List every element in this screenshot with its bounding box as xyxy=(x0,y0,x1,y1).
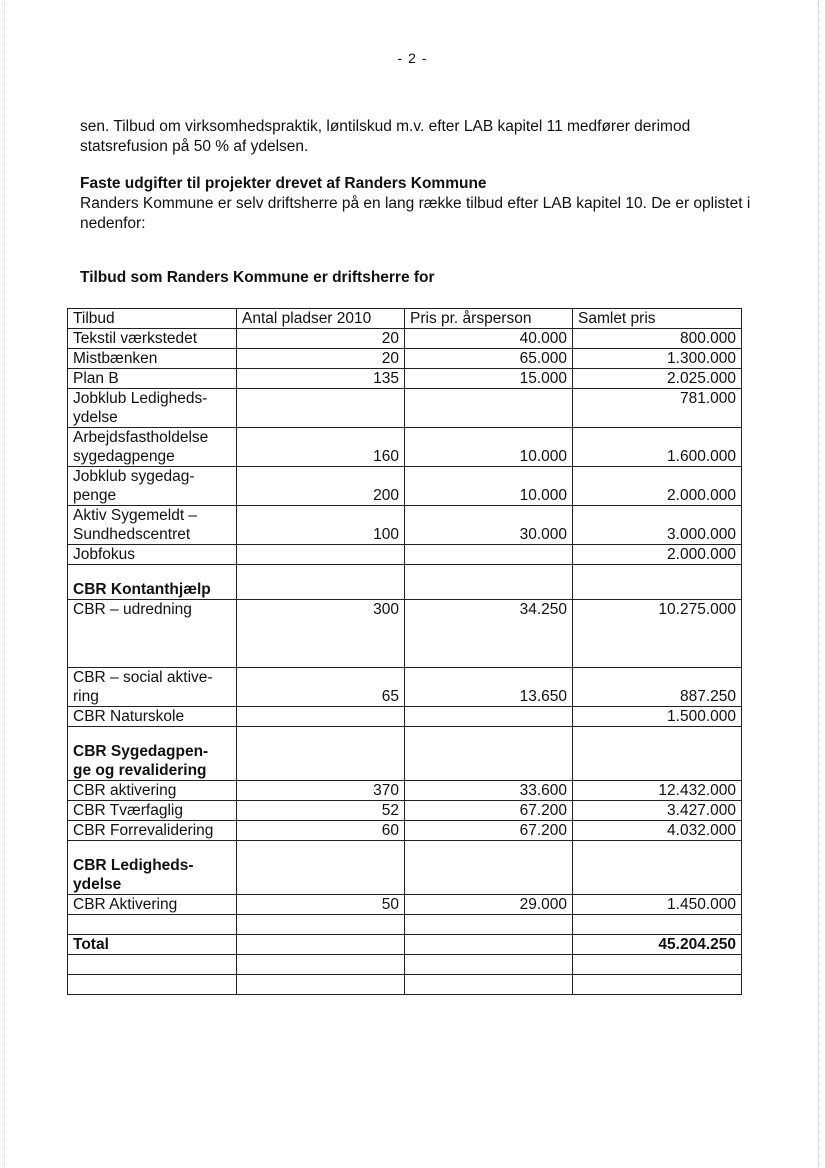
row-name: Aktiv Sygemeldt – Sundhedscentret xyxy=(68,506,237,545)
row-price xyxy=(405,545,573,565)
row-name: CBR – udredning xyxy=(68,600,237,668)
table-row xyxy=(68,467,742,506)
empty-cell xyxy=(68,955,237,975)
row-total: 10.275.000 xyxy=(573,600,742,668)
row-name: CBR Naturskole xyxy=(68,707,237,727)
intro-paragraph: sen. Tilbud om virksomhedspraktik, løntilskud m.v. efter LAB kapitel 11 medfører derimod statsrefusion på 50 % af ydelsen. xyxy=(80,118,691,155)
table-row xyxy=(68,506,742,545)
empty-cell xyxy=(237,915,405,935)
empty-cell xyxy=(237,955,405,975)
row-places: 300 xyxy=(237,600,405,668)
row-price: 33.600 xyxy=(405,781,573,801)
table-row xyxy=(68,707,742,727)
table-row xyxy=(68,428,742,467)
empty-cell xyxy=(573,975,742,995)
row-price: 10.000 xyxy=(405,428,573,467)
empty-cell xyxy=(405,975,573,995)
header-samlet-pris: Samlet pris xyxy=(573,309,742,329)
row-places xyxy=(237,727,405,781)
row-places: 200 xyxy=(237,467,405,506)
row-total: 1.500.000 xyxy=(573,707,742,727)
row-price: 30.000 xyxy=(405,506,573,545)
row-price xyxy=(405,707,573,727)
row-total: 3.000.000 xyxy=(573,506,742,545)
row-places: 52 xyxy=(237,801,405,821)
empty-cell xyxy=(68,975,237,995)
row-places: 20 xyxy=(237,329,405,349)
empty-cell xyxy=(405,915,573,935)
empty-cell xyxy=(405,955,573,975)
row-total: 887.250 xyxy=(573,668,742,707)
table-row xyxy=(68,668,742,707)
table-row xyxy=(68,329,742,349)
row-total: 781.000 xyxy=(573,389,742,428)
row-places xyxy=(237,565,405,600)
row-name: Arbejdsfastholdelse sygedagpenge xyxy=(68,428,237,467)
section-body: Randers Kommune er selv driftsherre på en lang række tilbud efter LAB kapitel 10. De er oplistet i nedenfor: xyxy=(80,195,751,232)
table-empty-row xyxy=(68,915,742,935)
empty-cell xyxy=(68,915,237,935)
table-total-row xyxy=(68,935,742,955)
row-places xyxy=(237,935,405,955)
row-total: 2.000.000 xyxy=(573,467,742,506)
section-name: CBR Sygedagpen- ge og revalidering xyxy=(68,727,237,781)
table-row xyxy=(68,781,742,801)
row-places: 60 xyxy=(237,821,405,841)
row-name: Plan B xyxy=(68,369,237,389)
total-label: Total xyxy=(68,935,237,955)
table-title: Tilbud som Randers Kommune er driftsherre for xyxy=(80,269,435,286)
row-places: 370 xyxy=(237,781,405,801)
row-total: 1.600.000 xyxy=(573,428,742,467)
row-places: 100 xyxy=(237,506,405,545)
row-price xyxy=(405,389,573,428)
row-price: 40.000 xyxy=(405,329,573,349)
row-places: 160 xyxy=(237,428,405,467)
total-value: 45.204.250 xyxy=(573,935,742,955)
table-header-row xyxy=(68,309,742,329)
section-heading: Faste udgifter til projekter drevet af Randers Kommune xyxy=(80,175,487,192)
row-places: 50 xyxy=(237,895,405,915)
row-places: 65 xyxy=(237,668,405,707)
row-total: 2.025.000 xyxy=(573,369,742,389)
row-places: 20 xyxy=(237,349,405,369)
row-price: 65.000 xyxy=(405,349,573,369)
table-section-row xyxy=(68,841,742,895)
row-name: CBR Aktivering xyxy=(68,895,237,915)
row-total: 12.432.000 xyxy=(573,781,742,801)
row-price: 29.000 xyxy=(405,895,573,915)
table-row xyxy=(68,545,742,565)
offers-table xyxy=(67,308,742,995)
table-empty-row xyxy=(68,975,742,995)
table-row xyxy=(68,895,742,915)
row-places xyxy=(237,707,405,727)
row-places xyxy=(237,841,405,895)
row-total xyxy=(573,841,742,895)
table-row xyxy=(68,600,742,668)
row-price xyxy=(405,727,573,781)
section-name: CBR Ledigheds- ydelse xyxy=(68,841,237,895)
row-name: Jobklub Ledigheds- ydelse xyxy=(68,389,237,428)
row-places xyxy=(237,389,405,428)
empty-cell xyxy=(237,975,405,995)
row-price: 67.200 xyxy=(405,821,573,841)
header-antal-pladser: Antal pladser 2010 xyxy=(237,309,405,329)
section-name: CBR Kontanthjælp xyxy=(68,565,237,600)
row-places: 135 xyxy=(237,369,405,389)
row-name: CBR – social aktive- ring xyxy=(68,668,237,707)
row-total: 1.450.000 xyxy=(573,895,742,915)
row-name: Jobfokus xyxy=(68,545,237,565)
row-price xyxy=(405,565,573,600)
row-total: 2.000.000 xyxy=(573,545,742,565)
table-section-row xyxy=(68,565,742,600)
table-row xyxy=(68,801,742,821)
row-price xyxy=(405,935,573,955)
row-price: 13.650 xyxy=(405,668,573,707)
row-total xyxy=(573,727,742,781)
table-section-row xyxy=(68,727,742,781)
row-price: 34.250 xyxy=(405,600,573,668)
scan-edge-left xyxy=(0,0,5,1168)
row-price xyxy=(405,841,573,895)
row-name: Tekstil værkstedet xyxy=(68,329,237,349)
table-row xyxy=(68,349,742,369)
header-tilbud: Tilbud xyxy=(68,309,237,329)
row-places xyxy=(237,545,405,565)
empty-cell xyxy=(573,915,742,935)
row-total xyxy=(573,565,742,600)
section-faste-udgifter xyxy=(80,174,760,234)
row-total: 1.300.000 xyxy=(573,349,742,369)
header-pris: Pris pr. årsperson xyxy=(405,309,573,329)
table-row xyxy=(68,389,742,428)
empty-cell xyxy=(573,955,742,975)
row-name: CBR Tværfaglig xyxy=(68,801,237,821)
row-price: 15.000 xyxy=(405,369,573,389)
table-empty-row xyxy=(68,955,742,975)
row-total: 800.000 xyxy=(573,329,742,349)
row-name: CBR aktivering xyxy=(68,781,237,801)
row-price: 67.200 xyxy=(405,801,573,821)
table-row xyxy=(68,821,742,841)
table-row xyxy=(68,369,742,389)
row-price: 10.000 xyxy=(405,467,573,506)
row-name: Jobklub sygedag- penge xyxy=(68,467,237,506)
row-total: 3.427.000 xyxy=(573,801,742,821)
row-total: 4.032.000 xyxy=(573,821,742,841)
row-name: Mistbænken xyxy=(68,349,237,369)
scan-edge-right xyxy=(818,0,825,1168)
page-number: - 2 - xyxy=(397,50,428,66)
row-name: CBR Forrevalidering xyxy=(68,821,237,841)
